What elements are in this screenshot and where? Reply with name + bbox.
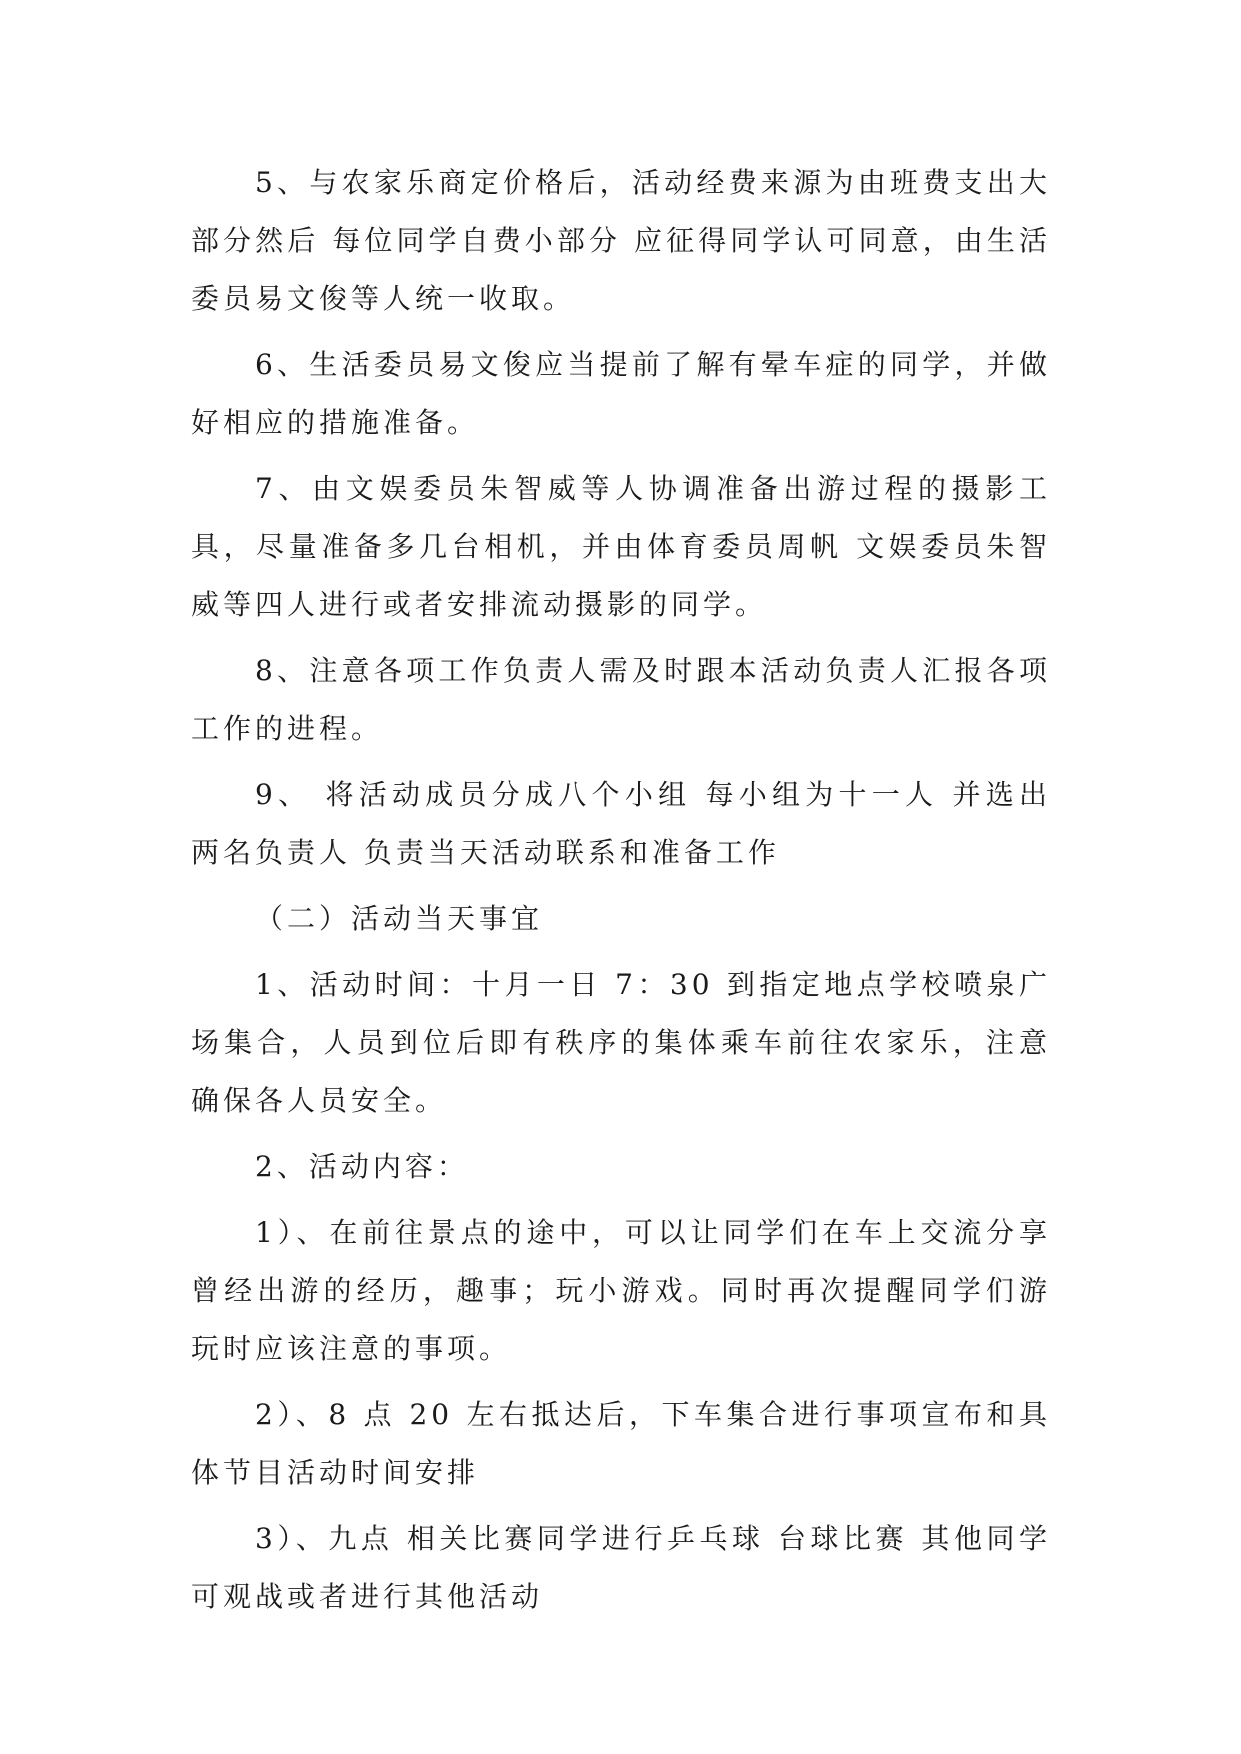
paragraph-subitem-3: 3）、九点 相关比赛同学进行乒乓球 台球比赛 其他同学可观战或者进行其他活动 bbox=[191, 1522, 1051, 1613]
paragraph-subitem-2: 2）、8 点 20 左右抵达后，下车集合进行事项宣布和具体节目活动时间安排 bbox=[191, 1398, 1051, 1489]
document-body bbox=[191, 154, 1051, 1634]
paragraph-subitem-1: 1）、在前往景点的途中，可以让同学们在车上交流分享曾经出游的经历，趣事；玩小游戏。同时再次提醒同学们游玩时应该注意的事项。 bbox=[191, 1216, 1051, 1365]
paragraph-item-6: 6、生活委员易文俊应当提前了解有晕车症的同学，并做好相应的措施准备。 bbox=[191, 348, 1051, 439]
paragraph-item-8: 8、注意各项工作负责人需及时跟本活动负责人汇报各项工作的进程。 bbox=[191, 654, 1051, 745]
paragraph-activity-content: 2、活动内容： bbox=[255, 1150, 469, 1183]
paragraph-activity-time: 1、活动时间：十月一日 7：30 到指定地点学校喷泉广场集合，人员到位后即有秩序的集体乘车前往农家乐，注意确保各人员安全。 bbox=[191, 968, 1051, 1117]
paragraph-item-5: 5、与农家乐商定价格后，活动经费来源为由班费支出大部分然后 每位同学自费小部分 应征得同学认可同意，由生活委员易文俊等人统一收取。 bbox=[191, 166, 1051, 315]
section-heading: （二）活动当天事宜 bbox=[255, 902, 544, 935]
paragraph-item-9: 9、 将活动成员分成八个小组 每小组为十一人 并选出两名负责人 负责当天活动联系和准备工作 bbox=[191, 778, 1051, 869]
paragraph-item-7: 7、由文娱委员朱智威等人协调准备出游过程的摄影工具，尽量准备多几台相机，并由体育委员周帆 文娱委员朱智威等四人进行或者安排流动摄影的同学。 bbox=[191, 472, 1051, 621]
